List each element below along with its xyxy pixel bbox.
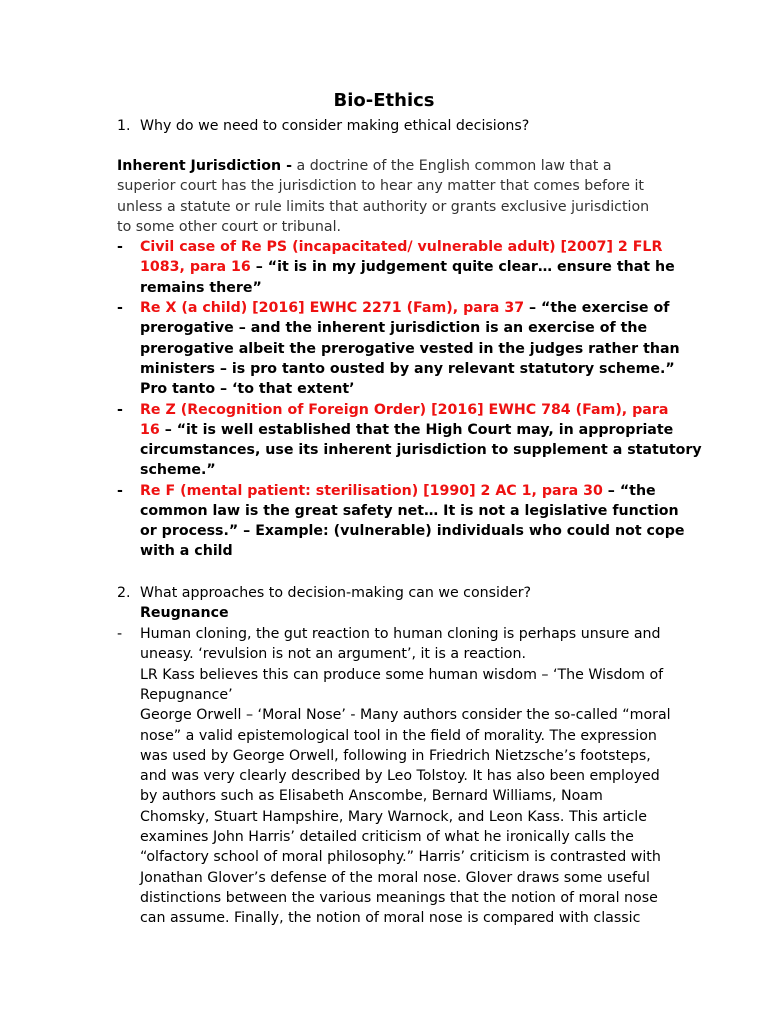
case-note: Pro tanto – ‘to that extent’	[140, 381, 355, 397]
paragraph-line: Jonathan Glover’s defense of the moral nose. Glover draws some useful	[140, 870, 650, 886]
case-quote: scheme.”	[140, 462, 216, 478]
question-number: 1.	[117, 118, 131, 134]
case-citation: 16	[140, 422, 160, 438]
definition-line: superior court has the jurisdiction to hear any matter that comes before it	[117, 178, 644, 194]
case-quote: or process.” – Example: (vulnerable) individuals who could not cope	[140, 523, 685, 539]
case-quote: – “the exercise of	[524, 300, 670, 316]
paragraph-line: was used by George Orwell, following in Friedrich Nietzsche’s footsteps,	[140, 748, 651, 764]
paragraph-line: and was very clearly described by Leo Tolstoy. It has also been employed	[140, 768, 660, 784]
definition-line: to some other court or tribunal.	[117, 219, 342, 235]
case-line	[140, 298, 669, 318]
case-quote: – “it is in my judgement quite clear… ensure that he	[250, 259, 675, 275]
case-citation: Re F (mental patient: sterilisation) [1990] 2 AC 1, para 30	[140, 483, 603, 499]
case-quote: ministers – is pro tanto ousted by any relevant statutory scheme.”	[140, 361, 675, 377]
case-citation: Re Z (Recognition of Foreign Order) [2016] EWHC 784 (Fam), para	[140, 402, 669, 418]
case-citation: Civil case of Re PS (incapacitated/ vulnerable adult) [2007] 2 FLR	[140, 239, 663, 255]
case-quote: prerogative albeit the prerogative vested in the judges rather than	[140, 341, 680, 357]
definition-heading: Inherent Jurisdiction -	[117, 158, 292, 174]
paragraph-line: by authors such as Elisabeth Anscombe, Bernard Williams, Noam	[140, 788, 603, 804]
case-quote: prerogative – and the inherent jurisdiction is an exercise of the	[140, 320, 648, 336]
paragraph-line: examines John Harris’ detailed criticism of what he ironically calls the	[140, 829, 634, 845]
case-quote: remains there”	[140, 280, 262, 296]
paragraph-line: Chomsky, Stuart Hampshire, Mary Warnock, and Leon Kass. This article	[140, 809, 647, 825]
section-subheading: Reugnance	[140, 605, 229, 621]
paragraph-line: uneasy. ‘revulsion is not an argument’, it is a reaction.	[140, 646, 526, 662]
case-line	[140, 481, 656, 501]
case-citation: 1083, para 16	[140, 259, 251, 275]
paragraph-line: Human cloning, the gut reaction to human cloning is perhaps unsure and	[140, 626, 661, 642]
case-quote: with a child	[140, 543, 233, 559]
case-quote: – “the	[602, 483, 656, 499]
paragraph-line: “olfactory school of moral philosophy.” Harris’ criticism is contrasted with	[140, 849, 661, 865]
paragraph-line: George Orwell – ‘Moral Nose’ - Many authors consider the so-called “moral	[140, 707, 671, 723]
bullet-dash: -	[117, 626, 123, 642]
question-number: 2.	[117, 585, 131, 601]
case-quote: circumstances, use its inherent jurisdiction to supplement a statutory	[140, 442, 702, 458]
bullet-dash: -	[117, 239, 123, 255]
definition-text: a doctrine of the English common law that a	[291, 158, 612, 174]
paragraph-line: distinctions between the various meanings that the notion of moral nose	[140, 890, 658, 906]
case-quote: common law is the great safety net… It is not a legislative function	[140, 503, 679, 519]
definition-line	[117, 156, 612, 176]
paragraph-line: Repugnance’	[140, 687, 233, 703]
case-line	[140, 420, 673, 440]
paragraph-line: can assume. Finally, the notion of moral nose is compared with classic	[140, 910, 641, 926]
case-line	[140, 257, 675, 277]
bullet-dash: -	[117, 483, 123, 499]
question-text: What approaches to decision-making can we consider?	[140, 585, 532, 601]
definition-line: unless a statute or rule limits that authority or grants exclusive jurisdiction	[117, 199, 650, 215]
bullet-dash: -	[117, 300, 123, 316]
paragraph-line: LR Kass believes this can produce some human wisdom – ‘The Wisdom of	[140, 667, 664, 683]
page-title: Bio-Ethics	[333, 90, 435, 111]
question-text: Why do we need to consider making ethical decisions?	[140, 118, 530, 134]
bullet-dash: -	[117, 402, 123, 418]
paragraph-line: nose” a valid epistemological tool in the field of morality. The expression	[140, 728, 657, 744]
case-citation: Re X (a child) [2016] EWHC 2271 (Fam), para 37	[140, 300, 525, 316]
case-quote: – “it is well established that the High Court may, in appropriate	[159, 422, 674, 438]
